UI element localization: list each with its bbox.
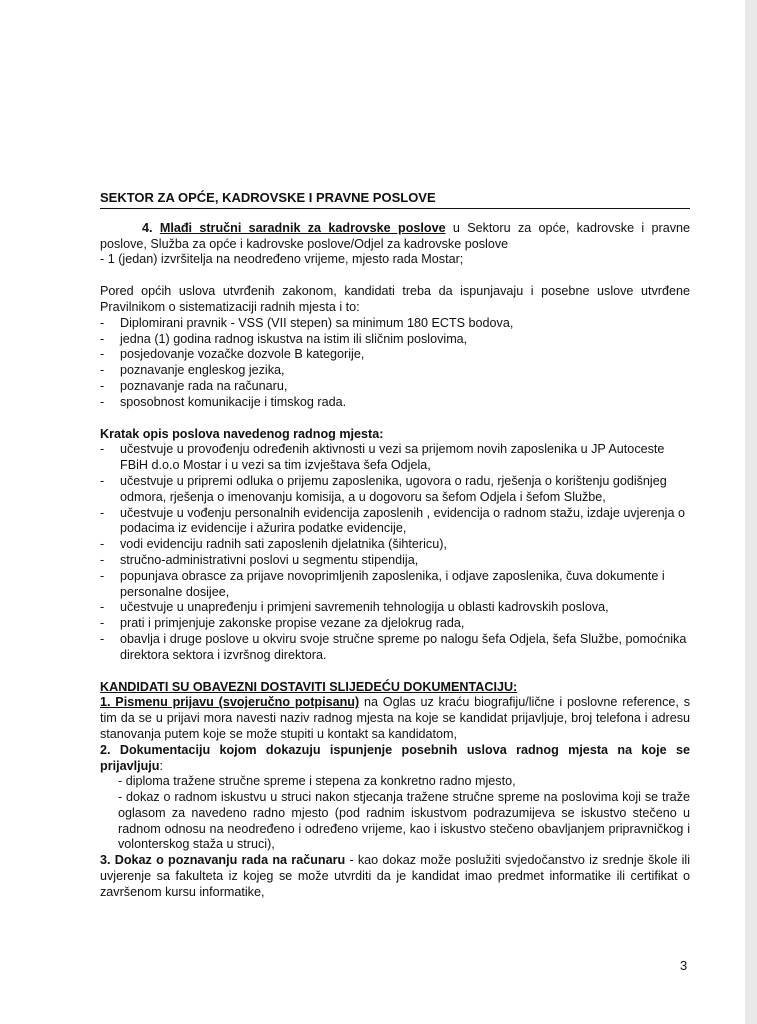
docs-item-1-text: na Oglas uz kraću biografiju/lične i poslovne reference, s tim da se u prijavi mora navesti naziv radnog mjesta na koje se kandidat prijavljuje, broj telefona i adresu stanovanja putem koje se može stupiti u kontakt sa kandidatom, [100,695,690,741]
docs-item-2-sub1: - diploma tražene stručne spreme i stepena za konkretno radno mjesto, [118,774,516,789]
list-item: - stručno-administrativni poslovi u segmentu stipendija, [100,553,690,569]
docs-item-3-label: 3. Dokaz o poznavanju rada na računaru [100,853,346,868]
position-title: Mlađi stručni saradnik za kadrovske poslove [159,220,446,235]
docs-item-3 [100,853,690,900]
docs-item-2-colon: : [159,758,163,773]
list-item: - učestvuje u pripremi odluka o prijemu zaposlenika, ugovora o radu, rješenja o korištenju godišnjeg odmora, rješenja o imenovanju komisija, a u dogovoru sa šefom Odjela i šefom Službe, [100,474,690,506]
list-item: - posjedovanje vozačke dozvole B kategorije, [100,347,690,363]
list-item: - poznavanje engleskog jezika, [100,363,690,379]
position-line2: - 1 (jedan) izvršitelja na neodređeno vrijeme, mjesto rada Mostar; [100,252,464,267]
position-text: u Sektoru za opće, kadrovske i pravne poslove, Služba za opće i kadrovske poslove/Odjel za kadrovske poslove [100,220,691,251]
list-item: - Diplomirani pravnik - VSS (VII stepen) sa minimum 180 ECTS bodova, [100,316,690,332]
list-item: - prati i primjenjuje zakonske propise vezane za djelokrug rada, [100,616,690,632]
list-item: - učestvuje u vođenju personalnih evidencija zaposlenih , evidencija o radnom stažu, izdaje uvjerenja o podacima iz evidencije i ažurira podatke evidencije, [100,506,690,538]
page-edge [745,0,757,1024]
docs-item-1 [100,695,690,742]
page-number: 3 [680,958,688,973]
list-item: - obavlja i druge poslove u okviru svoje stručne spreme po nalogu šefa Odjela, šefa Službe, pomoćnika direktora sektora i izvršnog direktora. [100,632,690,664]
list-item: - učestvuje u provođenju određenih aktivnosti u vezi sa prijemom novih zaposlenika u JP Autoceste FBiH d.o.o Mostar i u vezi sa tim izvještava šefa Odjela, [100,442,690,474]
sector-heading: SEKTOR ZA OPĆE, KADROVSKE I PRAVNE POSLOVE [100,190,690,209]
list-item: - sposobnost komunikacije i timskog rada. [100,395,690,411]
document-body [100,190,690,901]
position-paragraph [100,221,690,253]
conditions-intro: Pored općih uslova utvrđenih zakonom, kandidati treba da ispunjavaju i posebne uslove utvrđene Pravilnikom o sistematizaciji radnih mjesta i to: [100,284,690,314]
duties-list [100,442,690,663]
duties-heading: Kratak opis poslova navedenog radnog mjesta: [100,426,384,441]
list-item: - poznavanje rada na računaru, [100,379,690,395]
position-number: 4. [142,220,153,235]
docs-item-2 [100,743,690,775]
docs-heading: KANDIDATI SU OBAVEZNI DOSTAVITI SLIJEDEĆU DOKUMENTACIJU: [100,679,518,694]
list-item: - učestvuje u unapređenju i primjeni savremenih tehnologija u oblasti kadrovskih poslova, [100,600,690,616]
list-item: - vodi evidenciju radnih sati zaposlenih djelatnika (šihtericu), [100,537,690,553]
docs-item-2-sub2: - dokaz o radnom iskustvu u struci nakon stjecanja tražene stručne spreme na poslovima koji se traže oglasom za navedeno radno mjesto (pod radnim iskustvom podrazumijeva se iskustvo stečeno u radnom odnosu na neodređeno i određeno vrijeme, kao i iskustvo stečeno obavljanjem pripravničkog i volonterskog staža u struci), [118,790,690,852]
docs-item-2-label: 2. Dokumentaciju kojom dokazuju ispunjenje posebnih uslova radnog mjesta na koje se prijavljuju [100,742,690,773]
docs-item-1-label: 1. Pismenu prijavu (svojeručno potpisanu) [100,695,360,710]
list-item: - popunjava obrasce za prijave novoprimljenih zaposlenika, i odjave zaposlenika, čuva dokumente i personalne dosijee, [100,569,690,601]
docs-item-3-text: - kao dokaz može poslužiti svjedočanstvo iz srednje škole ili uvjerenje sa fakulteta iz kojeg se može utvrditi da je kandidat imao predmet informatike ili certifikat o završenom kursu informatike, [100,853,691,899]
conditions-list [100,316,690,411]
list-item: - jedna (1) godina radnog iskustva na istim ili sličnim poslovima, [100,332,690,348]
